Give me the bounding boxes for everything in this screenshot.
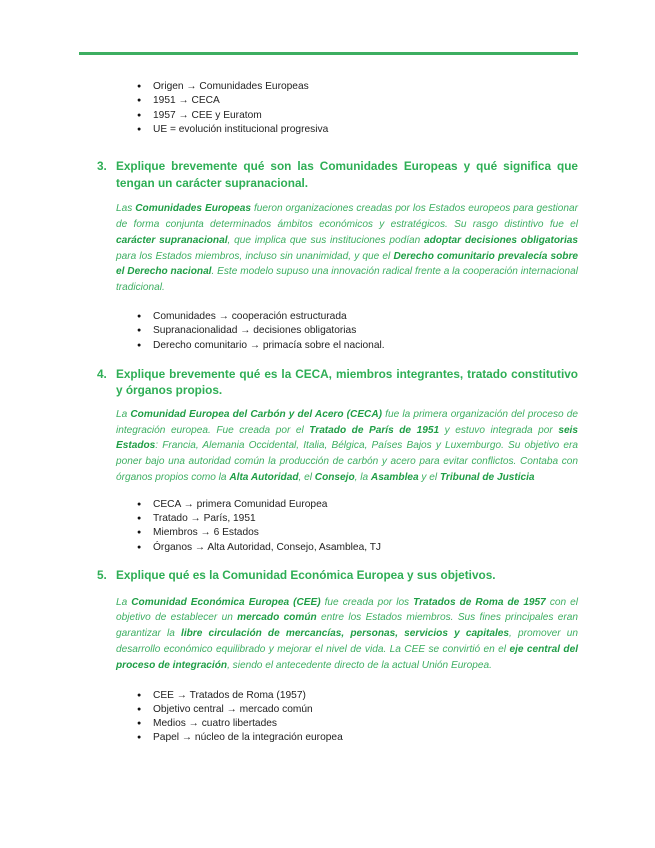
question-heading xyxy=(97,158,578,191)
list-item: ● Órganos → Alta Autoridad, Consejo, Asamblea, TJ xyxy=(137,541,578,555)
summary-bullet-list xyxy=(97,310,578,353)
list-item: ● UE = evolución institucional progresiva xyxy=(137,123,578,137)
answer-paragraph xyxy=(116,407,578,486)
answer-text: para los Estados miembros, incluso sin unanimidad, y que el xyxy=(116,250,394,262)
list-item: ● Supranacionalidad → decisiones obligatorias xyxy=(137,324,578,338)
answer-text: , promover un desarrollo económico equilibrado y mejorar el nivel de vida. La CEE se convirtió en el xyxy=(116,628,578,655)
answer-text: , que implica que sus instituciones podían xyxy=(227,234,425,246)
list-item: ● 1957 → CEE y Euratom xyxy=(137,109,578,123)
question-title: Explique brevemente qué es la CECA, miembros integrantes, tratado constitutivo y órganos propios. xyxy=(116,366,578,398)
list-item: ● Medios → cuatro libertades xyxy=(137,717,578,731)
question-heading xyxy=(97,567,578,584)
question-title: Explique qué es la Comunidad Económica Europea y sus objetivos. xyxy=(116,568,496,583)
answer-text: , siendo el antecedente directo de la actual Unión Europea. xyxy=(227,659,492,671)
list-item: ● Papel → núcleo de la integración europea xyxy=(137,731,578,745)
answer-text: , el xyxy=(298,472,315,484)
emphasis-text: Comunidades Europeas xyxy=(135,203,251,215)
answer-text: Las xyxy=(116,203,136,215)
emphasis-text: Comunidad Económica Europea (CEE) xyxy=(131,596,321,608)
emphasis-text: Tratados de Roma de 1957 xyxy=(413,596,546,608)
answer-text: , la xyxy=(354,472,371,484)
intro-bullet-list xyxy=(97,80,578,137)
emphasis-text: eje central del proceso de integración xyxy=(116,643,578,671)
answer-paragraph xyxy=(116,595,578,674)
emphasis-text: Tratado de París de 1951 xyxy=(309,424,440,436)
list-item: ● CECA → primera Comunidad Europea xyxy=(137,498,578,512)
emphasis-text: carácter supranacional xyxy=(116,234,228,246)
header-rule xyxy=(79,52,578,55)
emphasis-text: seis Estados xyxy=(116,424,578,452)
emphasis-text: Consejo xyxy=(314,472,355,484)
emphasis-text: mercado común xyxy=(237,612,317,624)
emphasis-text: libre circulación de mercancías, personas, servicios y capitales xyxy=(181,628,510,640)
list-item: ● Miembros → 6 Estados xyxy=(137,526,578,540)
answer-text: La xyxy=(116,596,132,608)
answer-text: . Este modelo supuso una innovación radical frente a la cooperación internacional tradicional. xyxy=(116,266,578,294)
document-body xyxy=(97,80,578,746)
answer-text: fue la primera organización del proceso de integración europea. Fue creada por el xyxy=(116,408,578,436)
emphasis-text: Derecho comunitario prevalecía sobre el Derecho nacional xyxy=(116,250,579,278)
list-item: ● 1951 → CECA xyxy=(137,94,578,108)
question-heading xyxy=(97,366,578,399)
answer-text: fueron organizaciones creadas por los Estados europeos para gestionar de forma conjunta determinados ámbitos económicos y estratégicos. Su rasgo distintivo fue el xyxy=(116,203,578,230)
answer-text: fue creada por los xyxy=(320,596,414,608)
emphasis-text: Alta Autoridad xyxy=(229,472,299,484)
emphasis-text: Comunidad Europea del Carbón y del Acero (CECA) xyxy=(130,408,382,420)
summary-bullet-list xyxy=(97,689,578,746)
list-item: ● CEE → Tratados de Roma (1957) xyxy=(137,689,578,703)
answer-text: entre los Estados miembros. Sus fines principales eran garantizar la xyxy=(116,612,578,640)
answer-text: y estuvo integrada por xyxy=(439,424,559,436)
list-item: ● Origen → Comunidades Europeas xyxy=(137,80,578,94)
emphasis-text: Tribunal de Justicia xyxy=(439,472,535,484)
answer-text: y el xyxy=(418,472,440,484)
question-number: 3. xyxy=(97,159,107,174)
answer-text: con el objetivo de establecer un xyxy=(116,596,578,624)
emphasis-text: adoptar decisiones obligatorias xyxy=(424,234,578,246)
list-item: ● Tratado → París, 1951 xyxy=(137,512,578,526)
answer-paragraph xyxy=(116,201,578,296)
answer-text: La xyxy=(116,408,131,420)
question-title: Explique brevemente qué son las Comunidades Europeas y qué significa que tengan un carácter supranacional. xyxy=(116,159,578,190)
list-item: ● Objetivo central → mercado común xyxy=(137,703,578,717)
list-item: ● Derecho comunitario → primacía sobre el nacional. xyxy=(137,339,578,353)
list-item: ● Comunidades → cooperación estructurada xyxy=(137,310,578,324)
question-number: 4. xyxy=(97,366,107,381)
summary-bullet-list xyxy=(97,498,578,555)
question-number: 5. xyxy=(97,568,107,583)
emphasis-text: Asamblea xyxy=(370,472,419,484)
answer-text: : Francia, Alemania Occidental, Italia, Bélgica, Países Bajos y Luxemburgo. Su objetivo era poner bajo una autoridad común la producción de carbón y acero para evitar conflictos. Contaba con órganos propios como la xyxy=(116,440,578,484)
